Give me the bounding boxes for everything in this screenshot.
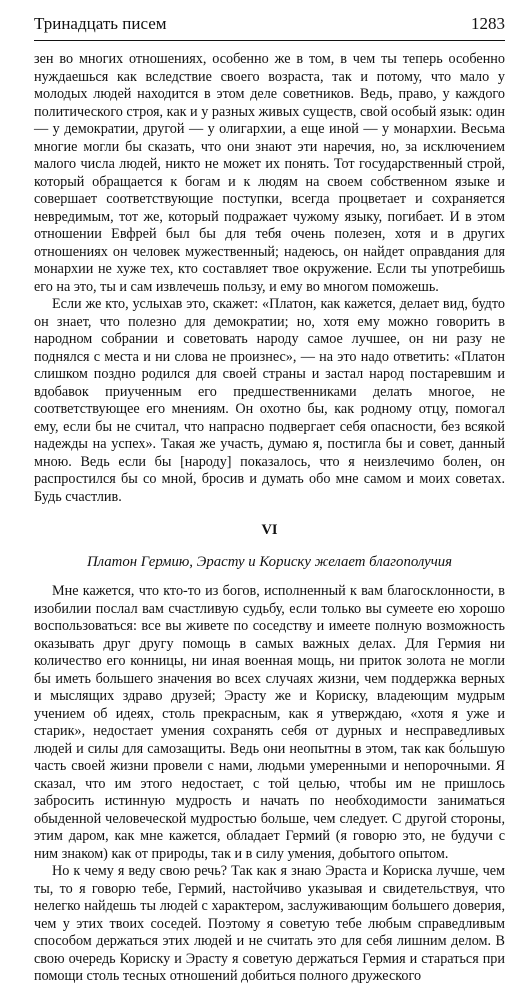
paragraph: Но к чему я веду свою речь? Так как я знаю Эраста и Кориска лучше, чем ты, то я говорю тебе, Гермий, настойчиво указывая и свидетельствуя, что нелегко найдешь ты людей с характером, заслуживающим большего доверия, чем у этих твоих соседей. Поэтому я советую тебе любым справедливым способом держаться этих людей и не считать это для себя лишним делом. В свою очередь Кориску и Эрасту я советую держаться Гермия и стараться при помощи столь тесных отношений добиться полного дружеского <box>34 863 505 984</box>
paragraph: Если же кто, услыхав это, скажет: «Платон, как кажется, делает вид, будто он знает, что полезно для демократии; но, хотя ему можно говорить в народном собрании и советовать народу самое лучшее, он ни разу не поднялся с места и ни слова не произнес», — на это надо ответить: «Платон слишком поздно родился для своей страны и застал народ постаревшим и вдобавок приученным его предшественниками делать многое, не соответствующее его мнениям. Он охотно бы, как родному отцу, помогал ему, если бы не считал, что напрасно подвергает себя опасности, без всякой надежды на успех». Такая же участь, думаю я, постигла бы и совет, данный мною. Ведь если бы [народу] показалось, что я неизлечимо болен, он распростился бы со мной, бросив и думать обо мне самом и моих советах. Будь счастлив. <box>34 296 505 505</box>
paragraph: Мне кажется, что кто-то из богов, исполненный к вам благосклонности, в изобилии послал вам счастливую судьбу, если только вы сумеете ею хорошо воспользоваться: все вы живете по соседству и имеете полную возможность оказывать друг другу помощь в самых важных делах. Для Гермия ни количество его конницы, ни иная военная мощь, ни приток золота не могли бы иметь большего значения во всех случаях жизни, чем поддержка верных и мыслящих здраво друзей; Эрасту же и Кориску, владеющим мудрым учением об идеях, столь прекрасным, как я утверждаю, «хотя я уже и старик», недостает умения сохранять себя от дурных и несправедливых людей и силы для самозащиты. Ведь они неопытны в этом, так как бо́льшую часть своей жизни провели с нами, людьми умеренными и непорочными. Я сказал, что им этого недостает, с той целью, чтобы им не пришлось забросить истинную мудрость и начать по необходимости заниматься обыденной человеческой мудростью больше, чем следует. С другой стороны, этим даром, как мне кажется, обладает Гермий (я говорю это, не будучи с ним знаком) как от природы, так и в силу умения, добытого опытом. <box>34 583 505 862</box>
page-number: 1283 <box>471 14 505 33</box>
running-title: Тринадцать писем <box>34 14 167 33</box>
page-body <box>34 51 505 986</box>
paragraph-continued: зен во многих отношениях, особенно же в том, в чем ты теперь особенно нуждаешься как вследствие своего возраста, так и потому, что мало у молодых людей находится в этом деле советников. Ведь, право, у каждого политического строя, как и у разных живых существ, свой особый язык: один — у демократии, другой — у олигархии, а еще иной — у монархии. Весьма многие могли бы сказать, что они знают эти наречия, но, за исключением малого числа людей, никто не может их понять. Тот государственный строй, который обращается к богам и к людям на своем собственном языке и совершает соответствующие поступки, всегда процветает и сохраняется невредимым, тот же, который подражает чужому языку, погибает. И в этом отношении Евфрей был бы для тебя очень полезен, хотя и в других отношениях он человек мужественный; надеюсь, он найдет оправдания для монархии не хуже тех, кто составляет твое окружение. Если ты употребишь его на это, ты и сам извлечешь пользу, и ему во многом поможешь. <box>34 51 505 295</box>
section-number: VI <box>261 522 278 538</box>
running-header <box>34 14 505 41</box>
section-title: Платон Гермию, Эрасту и Кориску желает благополучия <box>86 553 453 570</box>
